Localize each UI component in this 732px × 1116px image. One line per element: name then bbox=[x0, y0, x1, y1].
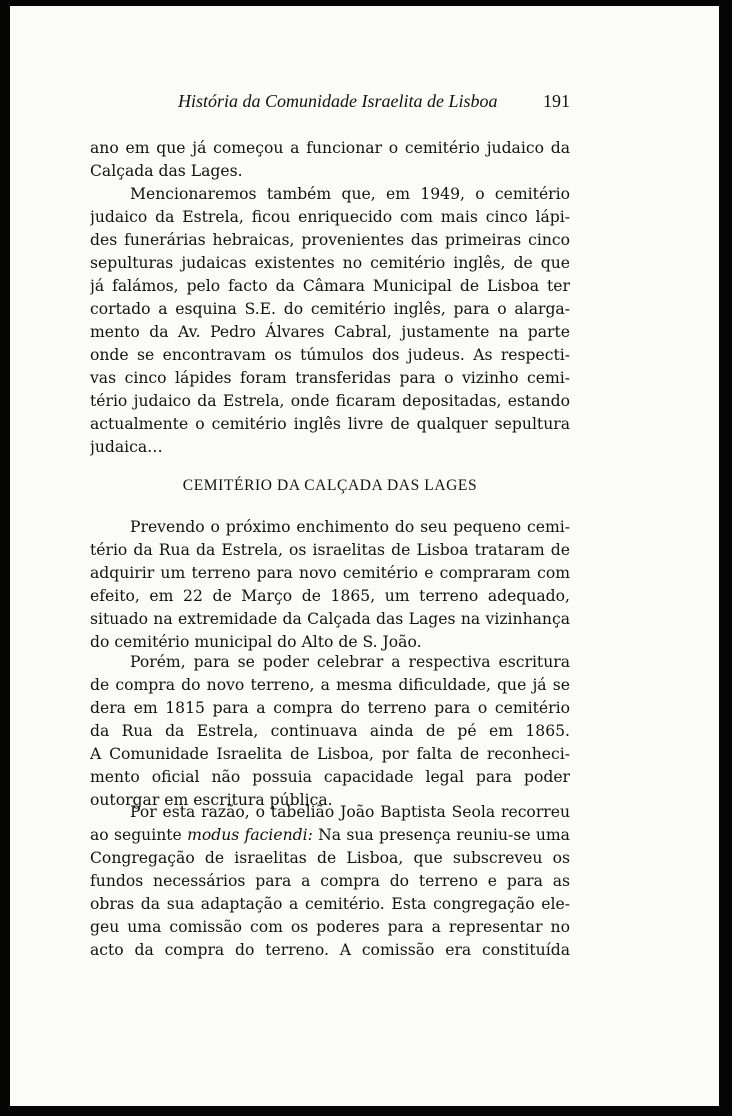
text-line: ano em que já começou a funcionar o cemitério judaico da bbox=[90, 139, 570, 157]
text-line: actualmente o cemitério inglês livre de qualquer sepultura bbox=[90, 415, 570, 433]
text-segment: ao seguinte bbox=[90, 826, 182, 844]
text-line: mento da Av. Pedro Álvares Cabral, justamente na parte bbox=[90, 323, 570, 341]
text-line: tério judaico da Estrela, onde ficaram depositadas, estando bbox=[90, 392, 570, 410]
text-line: fundos necessários para a compra do terreno e para as bbox=[90, 872, 570, 890]
text-line: judaico da Estrela, ficou enriquecido com mais cinco lápi- bbox=[90, 208, 570, 226]
text-line: obras da sua adaptação a cemitério. Esta congregação ele- bbox=[90, 895, 570, 913]
text-line: dera em 1815 para a compra do terreno para o cemitério bbox=[90, 699, 570, 717]
text-line: Porém, para se poder celebrar a respectiva escritura bbox=[130, 653, 570, 671]
text-line: Calçada das Lages. bbox=[90, 162, 243, 180]
text-line: onde se encontravam os túmulos dos judeus. As respecti- bbox=[90, 346, 570, 364]
text-line: de compra do novo terreno, a mesma dificuldade, que já se bbox=[90, 676, 570, 694]
text-line: des funerárias hebraicas, provenientes das primeiras cinco bbox=[90, 231, 570, 249]
text-line: situado na extremidade da Calçada das Lages na vizinhança bbox=[90, 610, 570, 628]
text-line: sepulturas judaicas existentes no cemitério inglês, de que bbox=[90, 254, 570, 272]
running-header bbox=[90, 89, 570, 113]
text-segment: Na sua presença reuniu-se uma bbox=[318, 826, 570, 844]
continuation-paragraph bbox=[90, 137, 570, 183]
page-number: 191 bbox=[543, 91, 570, 111]
text-line: judaica… bbox=[90, 438, 163, 456]
text-line: tério da Rua da Estrela, os israelitas de Lisboa trataram de bbox=[90, 541, 570, 559]
text-line: já falámos, pelo facto da Câmara Municipal de Lisboa ter bbox=[90, 277, 570, 295]
text-line: do cemitério municipal do Alto de S. João. bbox=[90, 633, 422, 651]
text-line-with-italic bbox=[90, 824, 570, 847]
running-title: História da Comunidade Israelita de Lisboa bbox=[178, 91, 498, 111]
text-line: A Comunidade Israelita de Lisboa, por falta de reconheci- bbox=[90, 745, 570, 763]
text-line: Prevendo o próximo enchimento do seu pequeno cemi- bbox=[130, 518, 570, 536]
paragraph-terreno bbox=[90, 516, 570, 654]
section-heading: CEMITÉRIO DA CALÇADA DAS LAGES bbox=[182, 477, 478, 494]
text-line: vas cinco lápides foram transferidas para o vizinho cemi- bbox=[90, 369, 570, 387]
text-line: mento oficial não possuia capacidade legal para poder bbox=[90, 768, 570, 786]
paragraph-escritura bbox=[90, 651, 570, 812]
text-line: acto da compra do terreno. A comissão era constituída bbox=[90, 941, 570, 959]
text-line: Congregação de israelitas de Lisboa, que subscreveu os bbox=[90, 849, 570, 867]
text-line: efeito, em 22 de Março de 1865, um terreno adequado, bbox=[90, 587, 570, 605]
paragraph-1949 bbox=[90, 183, 570, 459]
text-line: Por esta razão, o tabelião João Baptista Seola recorreu bbox=[130, 803, 570, 821]
paragraph-tabeliao bbox=[90, 801, 570, 962]
text-line: outorgar em escritura pública. bbox=[90, 791, 333, 809]
text-line: geu uma comissão com os poderes para a representar no bbox=[90, 918, 570, 936]
text-line: Mencionaremos também que, em 1949, o cemitério bbox=[130, 185, 570, 203]
text-line: cortado a esquina S.E. do cemitério inglês, para o alarga- bbox=[90, 300, 570, 318]
text-line: adquirir um terreno para novo cemitério e compraram com bbox=[90, 564, 570, 582]
text-line: da Rua da Estrela, continuava ainda de pé em 1865. bbox=[90, 722, 570, 740]
latin-phrase: modus faciendi: bbox=[187, 826, 313, 844]
